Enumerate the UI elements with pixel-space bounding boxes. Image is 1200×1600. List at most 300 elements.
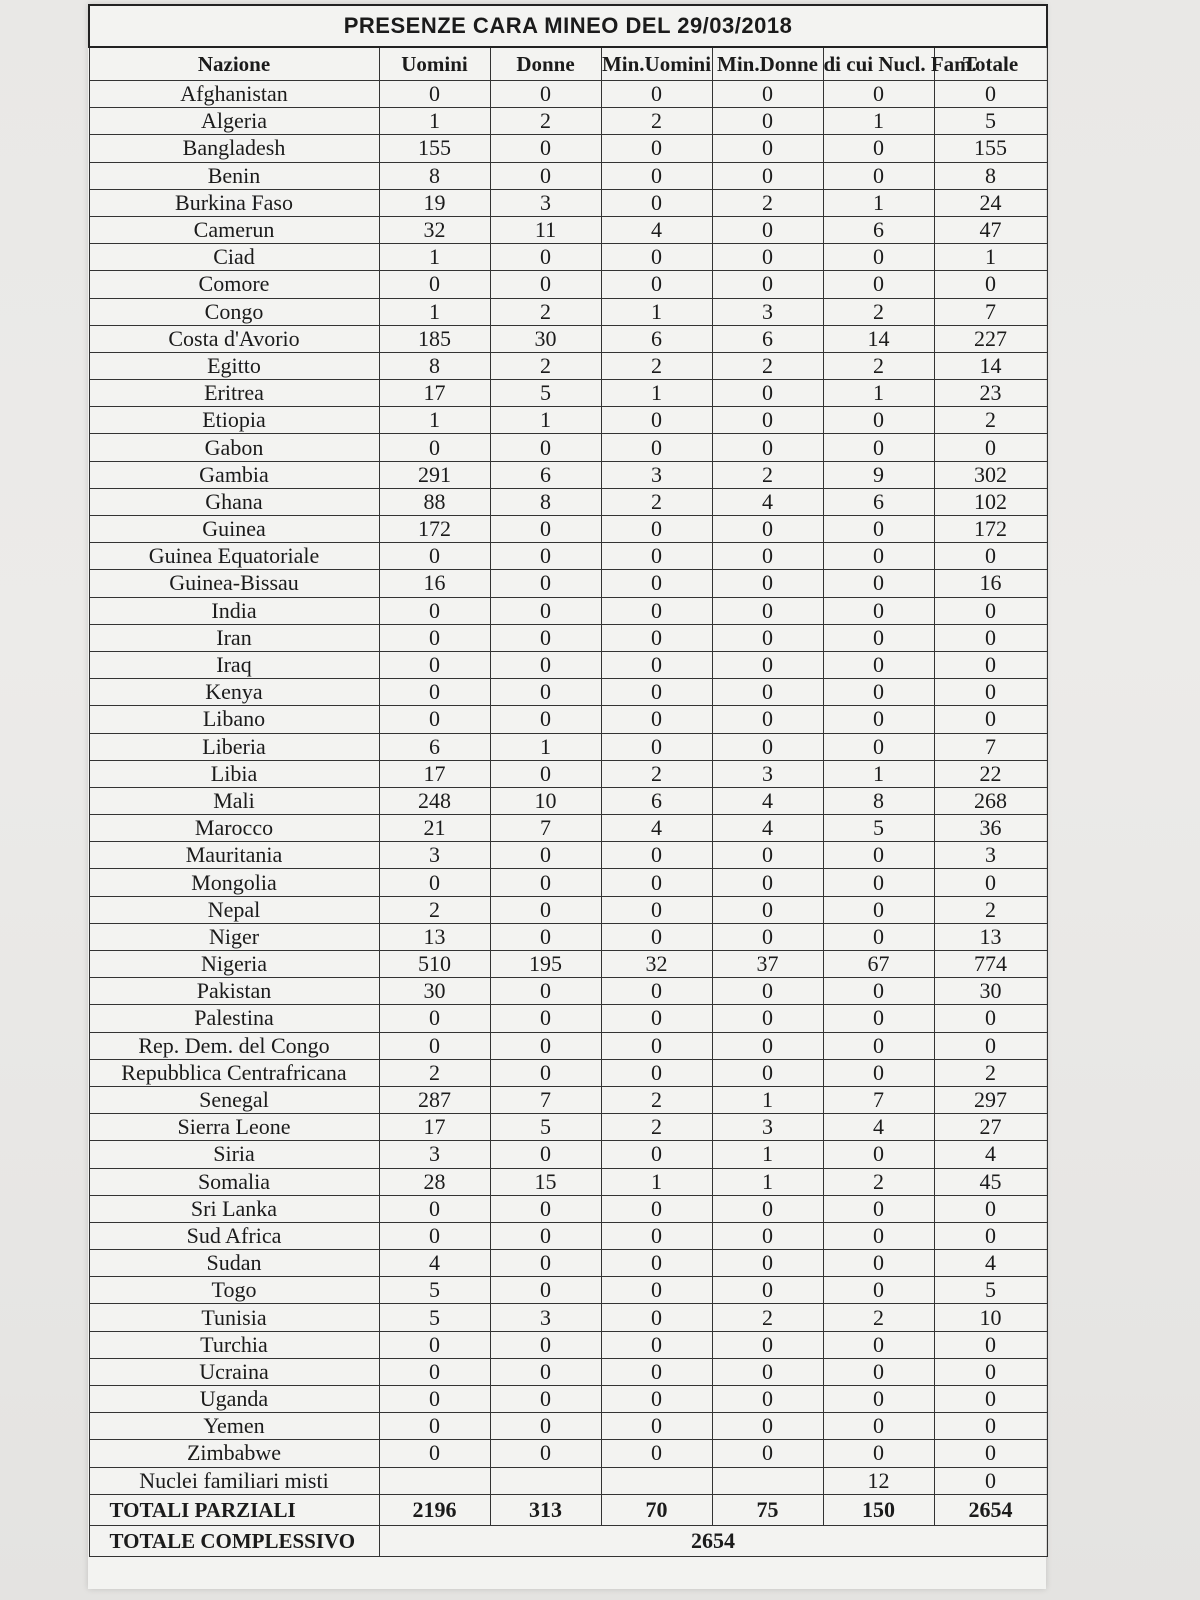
women-cell: 0 [490,679,601,706]
nation-cell: Pakistan [89,978,379,1005]
minor-women-cell: 0 [712,1222,823,1249]
total-cell: 0 [934,651,1047,678]
family-units-cell: 0 [823,135,934,162]
nation-cell: Niger [89,923,379,950]
minor-men-cell [601,1467,712,1494]
men-cell: 3 [379,842,490,869]
minor-men-cell: 0 [601,1005,712,1032]
women-cell: 2 [490,298,601,325]
minor-men-cell: 0 [601,271,712,298]
men-cell: 16 [379,570,490,597]
total-cell: 297 [934,1086,1047,1113]
total-cell: 7 [934,298,1047,325]
family-units-cell: 6 [823,488,934,515]
header-row [89,47,1047,81]
minor-women-cell: 0 [712,434,823,461]
family-units-cell: 67 [823,951,934,978]
table-row [89,135,1047,162]
men-cell: 0 [379,679,490,706]
family-units-cell: 0 [823,407,934,434]
men-cell: 1 [379,108,490,135]
women-cell: 0 [490,651,601,678]
family-units-cell: 0 [823,1358,934,1385]
family-units-cell: 0 [823,271,934,298]
women-cell: 10 [490,787,601,814]
minor-women-cell: 0 [712,407,823,434]
men-cell: 19 [379,189,490,216]
total-cell: 268 [934,787,1047,814]
nation-cell: Ucraina [89,1358,379,1385]
women-cell: 0 [490,1386,601,1413]
men-cell: 0 [379,1358,490,1385]
table-row [89,624,1047,651]
women-cell: 1 [490,407,601,434]
women-cell: 1 [490,733,601,760]
minor-men-cell: 0 [601,135,712,162]
family-units-cell: 0 [823,162,934,189]
minor-men-cell: 0 [601,733,712,760]
women-cell: 0 [490,1250,601,1277]
nation-cell: Iran [89,624,379,651]
table-row [89,325,1047,352]
total-cell: 4 [934,1141,1047,1168]
total-cell: 0 [934,1005,1047,1032]
family-units-cell: 2 [823,1304,934,1331]
minor-women-cell: 0 [712,81,823,108]
minor-women-cell: 0 [712,1250,823,1277]
grand-total-value: 2654 [379,1525,1047,1556]
women-cell: 0 [490,624,601,651]
nation-cell: Libia [89,760,379,787]
table-title: PRESENZE CARA MINEO DEL 29/03/2018 [89,5,1047,47]
women-cell: 0 [490,81,601,108]
total-cell: 2 [934,407,1047,434]
table-row [89,1059,1047,1086]
men-cell: 0 [379,1386,490,1413]
table-row [89,162,1047,189]
men-cell: 0 [379,597,490,624]
partial-total-minor-men: 70 [601,1494,712,1525]
minor-men-cell: 0 [601,1059,712,1086]
men-cell: 172 [379,516,490,543]
minor-women-cell: 0 [712,1358,823,1385]
table-row [89,1304,1047,1331]
minor-women-cell: 1 [712,1168,823,1195]
minor-men-cell: 0 [601,1032,712,1059]
header-nation: Nazione [89,47,379,81]
family-units-cell: 0 [823,1141,934,1168]
nation-cell: Libano [89,706,379,733]
minor-women-cell: 2 [712,1304,823,1331]
total-cell: 14 [934,352,1047,379]
table-row [89,651,1047,678]
table-row [89,1440,1047,1467]
minor-women-cell: 2 [712,352,823,379]
minor-men-cell: 0 [601,516,712,543]
total-cell: 2 [934,896,1047,923]
minor-women-cell: 0 [712,733,823,760]
family-units-cell: 0 [823,1250,934,1277]
partial-total-men: 2196 [379,1494,490,1525]
table-row [89,434,1047,461]
minor-men-cell: 2 [601,1114,712,1141]
table-row [89,1005,1047,1032]
table-row [89,706,1047,733]
family-units-cell: 2 [823,1168,934,1195]
men-cell: 3 [379,1141,490,1168]
minor-men-cell: 6 [601,325,712,352]
table-row [89,733,1047,760]
family-units-cell: 0 [823,1195,934,1222]
men-cell: 8 [379,352,490,379]
family-units-cell: 0 [823,1222,934,1249]
total-cell: 5 [934,1277,1047,1304]
men-cell: 510 [379,951,490,978]
minor-women-cell: 0 [712,271,823,298]
table-row [89,244,1047,271]
women-cell: 0 [490,1141,601,1168]
nation-cell: Sud Africa [89,1222,379,1249]
minor-men-cell: 0 [601,1141,712,1168]
nation-cell: Etiopia [89,407,379,434]
partial-totals-row [89,1494,1047,1525]
women-cell: 0 [490,706,601,733]
minor-men-cell: 0 [601,570,712,597]
nation-cell: Sierra Leone [89,1114,379,1141]
nation-cell: Burkina Faso [89,189,379,216]
family-units-cell: 1 [823,189,934,216]
women-cell: 7 [490,1086,601,1113]
total-cell: 302 [934,461,1047,488]
men-cell: 0 [379,1413,490,1440]
minor-women-cell: 0 [712,135,823,162]
total-cell: 7 [934,733,1047,760]
header-total: Totale [934,47,1047,81]
table-row [89,1032,1047,1059]
men-cell: 155 [379,135,490,162]
family-units-cell: 0 [823,733,934,760]
table-row [89,1086,1047,1113]
minor-men-cell: 0 [601,434,712,461]
minor-women-cell: 0 [712,1331,823,1358]
men-cell: 0 [379,1222,490,1249]
family-units-cell: 0 [823,543,934,570]
minor-women-cell: 0 [712,1386,823,1413]
men-cell: 17 [379,1114,490,1141]
men-cell: 17 [379,760,490,787]
nation-cell: Benin [89,162,379,189]
family-units-cell: 0 [823,244,934,271]
partial-total-total: 2654 [934,1494,1047,1525]
men-cell: 0 [379,1005,490,1032]
family-units-cell: 4 [823,1114,934,1141]
women-cell: 0 [490,978,601,1005]
minor-men-cell: 32 [601,951,712,978]
table-row [89,516,1047,543]
family-units-cell: 0 [823,896,934,923]
family-units-cell: 12 [823,1467,934,1494]
total-cell: 0 [934,543,1047,570]
total-cell: 27 [934,1114,1047,1141]
minor-men-cell: 0 [601,543,712,570]
women-cell: 2 [490,108,601,135]
minor-women-cell: 0 [712,869,823,896]
minor-women-cell: 0 [712,679,823,706]
family-units-cell: 7 [823,1086,934,1113]
total-cell: 0 [934,597,1047,624]
women-cell: 0 [490,597,601,624]
table-row [89,352,1047,379]
nation-cell: Yemen [89,1413,379,1440]
table-row [89,407,1047,434]
minor-men-cell: 0 [601,624,712,651]
nation-cell: Sudan [89,1250,379,1277]
minor-women-cell: 0 [712,896,823,923]
minor-men-cell: 4 [601,216,712,243]
men-cell: 0 [379,543,490,570]
family-units-cell: 5 [823,815,934,842]
nation-cell: Comore [89,271,379,298]
women-cell: 0 [490,1195,601,1222]
minor-women-cell: 0 [712,651,823,678]
minor-men-cell: 0 [601,244,712,271]
family-units-cell: 0 [823,597,934,624]
minor-women-cell: 0 [712,162,823,189]
men-cell: 0 [379,1440,490,1467]
nation-cell: Camerun [89,216,379,243]
women-cell: 0 [490,1440,601,1467]
table-row [89,189,1047,216]
family-units-cell: 0 [823,1032,934,1059]
nation-cell: Sri Lanka [89,1195,379,1222]
women-cell: 0 [490,162,601,189]
family-units-cell: 8 [823,787,934,814]
minor-women-cell: 0 [712,923,823,950]
table-row [89,1358,1047,1385]
grand-total-label: TOTALE COMPLESSIVO [89,1525,379,1556]
table-row [89,488,1047,515]
header-minor-women: Min.Donne [712,47,823,81]
total-cell: 0 [934,1386,1047,1413]
nation-cell: Guinea-Bissau [89,570,379,597]
family-units-cell: 0 [823,1059,934,1086]
women-cell: 8 [490,488,601,515]
minor-women-cell: 37 [712,951,823,978]
minor-men-cell: 0 [601,1386,712,1413]
minor-women-cell: 0 [712,842,823,869]
minor-women-cell: 0 [712,1440,823,1467]
total-cell: 0 [934,1413,1047,1440]
family-units-cell: 0 [823,1277,934,1304]
total-cell: 8 [934,162,1047,189]
women-cell: 0 [490,516,601,543]
table-row [89,760,1047,787]
family-units-cell: 2 [823,298,934,325]
family-units-cell: 0 [823,1413,934,1440]
men-cell: 17 [379,380,490,407]
men-cell: 32 [379,216,490,243]
minor-men-cell: 1 [601,1168,712,1195]
minor-women-cell: 0 [712,1059,823,1086]
nation-cell: Somalia [89,1168,379,1195]
nation-cell: Zimbabwe [89,1440,379,1467]
women-cell: 0 [490,1005,601,1032]
family-units-cell: 0 [823,1386,934,1413]
total-cell: 45 [934,1168,1047,1195]
men-cell: 28 [379,1168,490,1195]
partial-totals-label: TOTALI PARZIALI [89,1494,379,1525]
men-cell: 2 [379,1059,490,1086]
nation-cell: Guinea Equatoriale [89,543,379,570]
nation-cell: Kenya [89,679,379,706]
men-cell: 291 [379,461,490,488]
header-men: Uomini [379,47,490,81]
minor-women-cell: 3 [712,760,823,787]
nation-cell: Ghana [89,488,379,515]
women-cell: 195 [490,951,601,978]
nation-cell: Costa d'Avorio [89,325,379,352]
men-cell: 287 [379,1086,490,1113]
men-cell: 30 [379,978,490,1005]
minor-women-cell: 4 [712,488,823,515]
minor-women-cell: 0 [712,978,823,1005]
nation-cell: Rep. Dem. del Congo [89,1032,379,1059]
women-cell [490,1467,601,1494]
table-row [89,298,1047,325]
nation-cell: Marocco [89,815,379,842]
nation-cell: Liberia [89,733,379,760]
minor-men-cell: 0 [601,597,712,624]
minor-women-cell: 0 [712,108,823,135]
men-cell: 0 [379,81,490,108]
family-units-cell: 9 [823,461,934,488]
nation-cell: Tunisia [89,1304,379,1331]
minor-women-cell: 0 [712,216,823,243]
men-cell: 8 [379,162,490,189]
men-cell: 0 [379,651,490,678]
table-row [89,1141,1047,1168]
table-body [89,81,1047,1495]
table-row [89,597,1047,624]
minor-men-cell: 3 [601,461,712,488]
women-cell: 0 [490,434,601,461]
nation-cell: Mauritania [89,842,379,869]
minor-women-cell: 6 [712,325,823,352]
total-cell: 13 [934,923,1047,950]
table-row [89,679,1047,706]
nation-cell: Palestina [89,1005,379,1032]
minor-men-cell: 0 [601,1331,712,1358]
men-cell: 0 [379,271,490,298]
total-cell: 0 [934,271,1047,298]
total-cell: 22 [934,760,1047,787]
total-cell: 0 [934,1195,1047,1222]
men-cell: 1 [379,298,490,325]
minor-men-cell: 0 [601,679,712,706]
nation-cell: Turchia [89,1331,379,1358]
nation-cell: Togo [89,1277,379,1304]
nation-cell: Repubblica Centrafricana [89,1059,379,1086]
table-row [89,543,1047,570]
men-cell: 1 [379,244,490,271]
table-row [89,896,1047,923]
nation-cell: Ciad [89,244,379,271]
total-cell: 0 [934,869,1047,896]
minor-men-cell: 0 [601,869,712,896]
table-row [89,815,1047,842]
table-row [89,1386,1047,1413]
total-cell: 0 [934,1467,1047,1494]
total-cell: 0 [934,434,1047,461]
total-cell: 0 [934,679,1047,706]
women-cell: 0 [490,244,601,271]
minor-men-cell: 0 [601,651,712,678]
total-cell: 10 [934,1304,1047,1331]
minor-women-cell: 0 [712,1413,823,1440]
minor-women-cell: 0 [712,706,823,733]
women-cell: 3 [490,1304,601,1331]
women-cell: 0 [490,1059,601,1086]
nation-cell: Nepal [89,896,379,923]
table-row [89,461,1047,488]
minor-men-cell: 0 [601,1440,712,1467]
nation-cell: Algeria [89,108,379,135]
minor-women-cell: 3 [712,298,823,325]
header-family-units: di cui Nucl. Fam. [823,47,934,81]
women-cell: 2 [490,352,601,379]
family-units-cell: 1 [823,108,934,135]
minor-men-cell: 0 [601,923,712,950]
women-cell: 0 [490,570,601,597]
family-units-cell: 0 [823,624,934,651]
minor-women-cell: 1 [712,1086,823,1113]
nation-cell: Bangladesh [89,135,379,162]
minor-men-cell: 0 [601,1413,712,1440]
men-cell [379,1467,490,1494]
total-cell: 774 [934,951,1047,978]
minor-women-cell: 2 [712,461,823,488]
presence-table [88,4,1048,1557]
minor-men-cell: 2 [601,352,712,379]
family-units-cell: 0 [823,516,934,543]
nation-cell: Eritrea [89,380,379,407]
minor-women-cell: 3 [712,1114,823,1141]
family-units-cell: 0 [823,651,934,678]
minor-men-cell: 2 [601,488,712,515]
nation-cell: Senegal [89,1086,379,1113]
total-cell: 0 [934,81,1047,108]
minor-men-cell: 0 [601,1277,712,1304]
table-row [89,842,1047,869]
table-row [89,1222,1047,1249]
women-cell: 0 [490,1032,601,1059]
minor-men-cell: 4 [601,815,712,842]
men-cell: 248 [379,787,490,814]
table-row [89,787,1047,814]
nation-cell: Gambia [89,461,379,488]
total-cell: 0 [934,1440,1047,1467]
minor-women-cell: 0 [712,380,823,407]
minor-women-cell: 4 [712,787,823,814]
men-cell: 0 [379,1032,490,1059]
minor-women-cell: 2 [712,189,823,216]
minor-women-cell: 0 [712,1032,823,1059]
nation-cell: Mongolia [89,869,379,896]
header-women: Donne [490,47,601,81]
nation-cell: India [89,597,379,624]
men-cell: 2 [379,896,490,923]
partial-total-minor-women: 75 [712,1494,823,1525]
